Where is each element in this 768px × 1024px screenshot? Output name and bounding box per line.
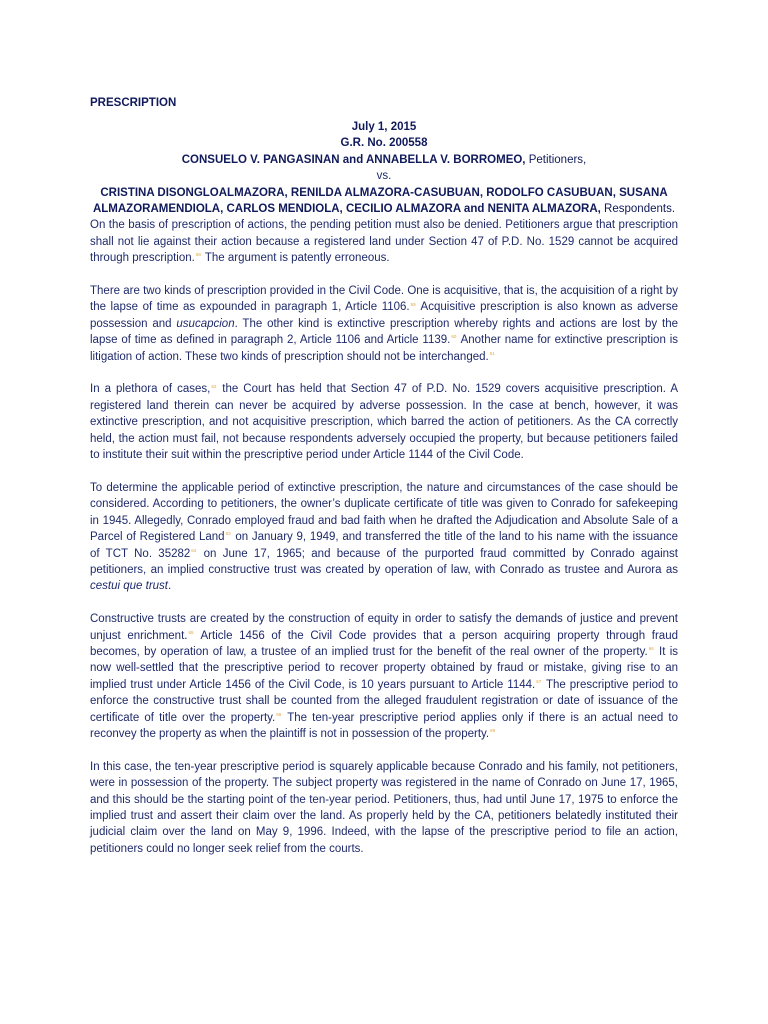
paragraph-text: . The other kind is extinctive prescription whereby rights and actions are lost by the lapse of time as defined in paragraph 2, Article 1106 and Article 1139. (90, 317, 678, 347)
respondents-line-1: CRISTINA DISONGLOALMAZORA, RENILDA ALMAZORA-CASUBUAN, RODOLFO CASUBUAN, SUSANA (100, 186, 668, 199)
petitioners-label: Petitioners, (525, 153, 587, 166)
decision-date: July 1, 2015 (351, 121, 417, 133)
footnote-marker[interactable]: 65 (188, 629, 194, 635)
paragraph-text: In a plethora of cases, (90, 383, 211, 396)
paragraph-text: . (167, 580, 172, 593)
paragraph-text: Constructive trusts are created by the construction of equity in order to satisfy the demands of justice and prevent unjust enrichment. (90, 613, 678, 642)
respondents-label: Respondents. (600, 203, 676, 216)
paragraph-text: It is now well-settled that the prescriptive period to recover property obtained by fraud or mistake, giving rise to an implied trust under Article 1456 of the Civil Code, is 10 years pursuant to Article 1144. (90, 645, 678, 691)
footnote-marker[interactable]: 69 (490, 728, 496, 734)
gr-number: G.R. No. 200558 (340, 137, 428, 150)
italic-term: usucapcion (176, 317, 235, 330)
paragraph-6: In this case, the ten-year prescriptive period is squarely applicable because Conrado and his family, not petitioners, were in possession of the property. The subject property was registered in the name of Conrado on June 17, 1965, and this should be the starting point of the ten-year period. Petitioners, thus, had until June 17, 1975 to enforce the implied trust and assert their claim over the land. As properly held by the CA, petitioners belatedly instituted their judicial claim over the land on May 9, 1996. Indeed, with the lapse of the prescriptive period to file an action, petitioners could no longer seek relief from the courts. (90, 760, 678, 855)
paragraph-text: The ten-year prescriptive period applies only if there is an actual need to reconvey the property as when the plaintiff is not in possession of the property. (90, 711, 678, 740)
paragraph-text: Another name for extinctive prescription is litigation of action. These two kinds of prescription should not be interchanged. (90, 334, 679, 363)
respondents-line-2 (90, 201, 678, 217)
paragraph-text: There are two kinds of prescription provided in the Civil Code. One is acquisitive, that is, the acquisition of a right by the lapse of time as expounded in paragraph 1, Article 1106. (90, 285, 678, 314)
footnote-marker[interactable]: 62 (211, 383, 217, 389)
paragraph-text: The prescriptive period to enforce the constructive trust shall be counted from the alleged fraudulent registration or date of issuance of the certificate of title over the property. (90, 678, 678, 724)
paragraph-text: on January 9, 1949, and transferred the title of the land to his name with the issuance of TCT No. 35282 (90, 531, 679, 560)
paragraph-1 (90, 217, 678, 266)
footnote-marker[interactable]: 67 (536, 678, 542, 684)
footnote-marker[interactable]: 59 (410, 301, 416, 307)
footnote-marker[interactable]: 64 (191, 547, 197, 553)
paragraph-text: Acquisitive prescription is also known as adverse possession and (90, 301, 678, 330)
footnote-marker[interactable]: 60 (451, 334, 457, 340)
footnote-marker[interactable]: 58 (195, 252, 201, 258)
paragraph-text: Article 1456 of the Civil Code provides that a person acquiring property through fraud becomes, by operation of law, a trustee of an implied trust for the benefit of the real owner of the property. (90, 629, 678, 658)
respondents-names: ALMAZORAMENDIOLA, CARLOS MENDIOLA, CECILIO ALMAZORA and NENITA ALMAZORA, (92, 203, 601, 216)
paragraph-2 (90, 283, 678, 365)
paragraph-text: on June 17, 1965; and because of the purported fraud committed by Conrado against petitioners, an implied constructive trust was created by operation of law, with Conrado as trustee and Aurora as (90, 547, 678, 576)
versus: vs. (376, 170, 392, 183)
paragraph-3 (90, 381, 678, 463)
italic-term: cestui que trust (90, 580, 168, 593)
footnote-marker[interactable]: 63 (225, 531, 231, 537)
paragraph-text: On the basis of prescription of actions, the pending petition must also be denied. Petitioners argue that prescription shall not lie against their action because a registered land under Section 47 of P.D. No. 1529 cannot be acquired through prescription. (90, 219, 678, 265)
paragraph-4 (90, 480, 678, 595)
petitioners-line (90, 152, 678, 168)
paragraph-text: The argument is patently erroneous. (201, 252, 390, 265)
paragraph-text: To determine the applicable period of extinctive prescription, the nature and circumstances of the case should be considered. According to petitioners, the owner’s duplicate certificate of title was given to Conrado for safekeeping in 1945. Allegedly, Conrado employed fraud and bad faith when he drafted the Adjudication and Absolute Sale of a Parcel of Registered Land (90, 481, 678, 544)
paragraph-text: the Court has held that Section 47 of P.D. No. 1529 covers acquisitive prescription. A registered land therein can never be acquired by adverse possession. In the case at bench, however, it was extinctive prescription, and not acquisitive prescription, which barred the action of petitioners. As the CA correctly held, the action must fail, not because respondents adversely occupied the property, but because petitioners failed to institute their suit within the prescriptive period under Article 1144 of the Civil Code. (90, 383, 678, 462)
document-title: PRESCRIPTION (90, 97, 177, 109)
petitioners-names: CONSUELO V. PANGASINAN and ANNABELLA V. BORROMEO, (181, 153, 526, 166)
footnote-marker[interactable]: 61 (489, 350, 495, 356)
footnote-marker[interactable]: 66 (648, 646, 654, 652)
paragraph-5 (90, 611, 678, 742)
footnote-marker[interactable]: 68 (276, 711, 282, 717)
